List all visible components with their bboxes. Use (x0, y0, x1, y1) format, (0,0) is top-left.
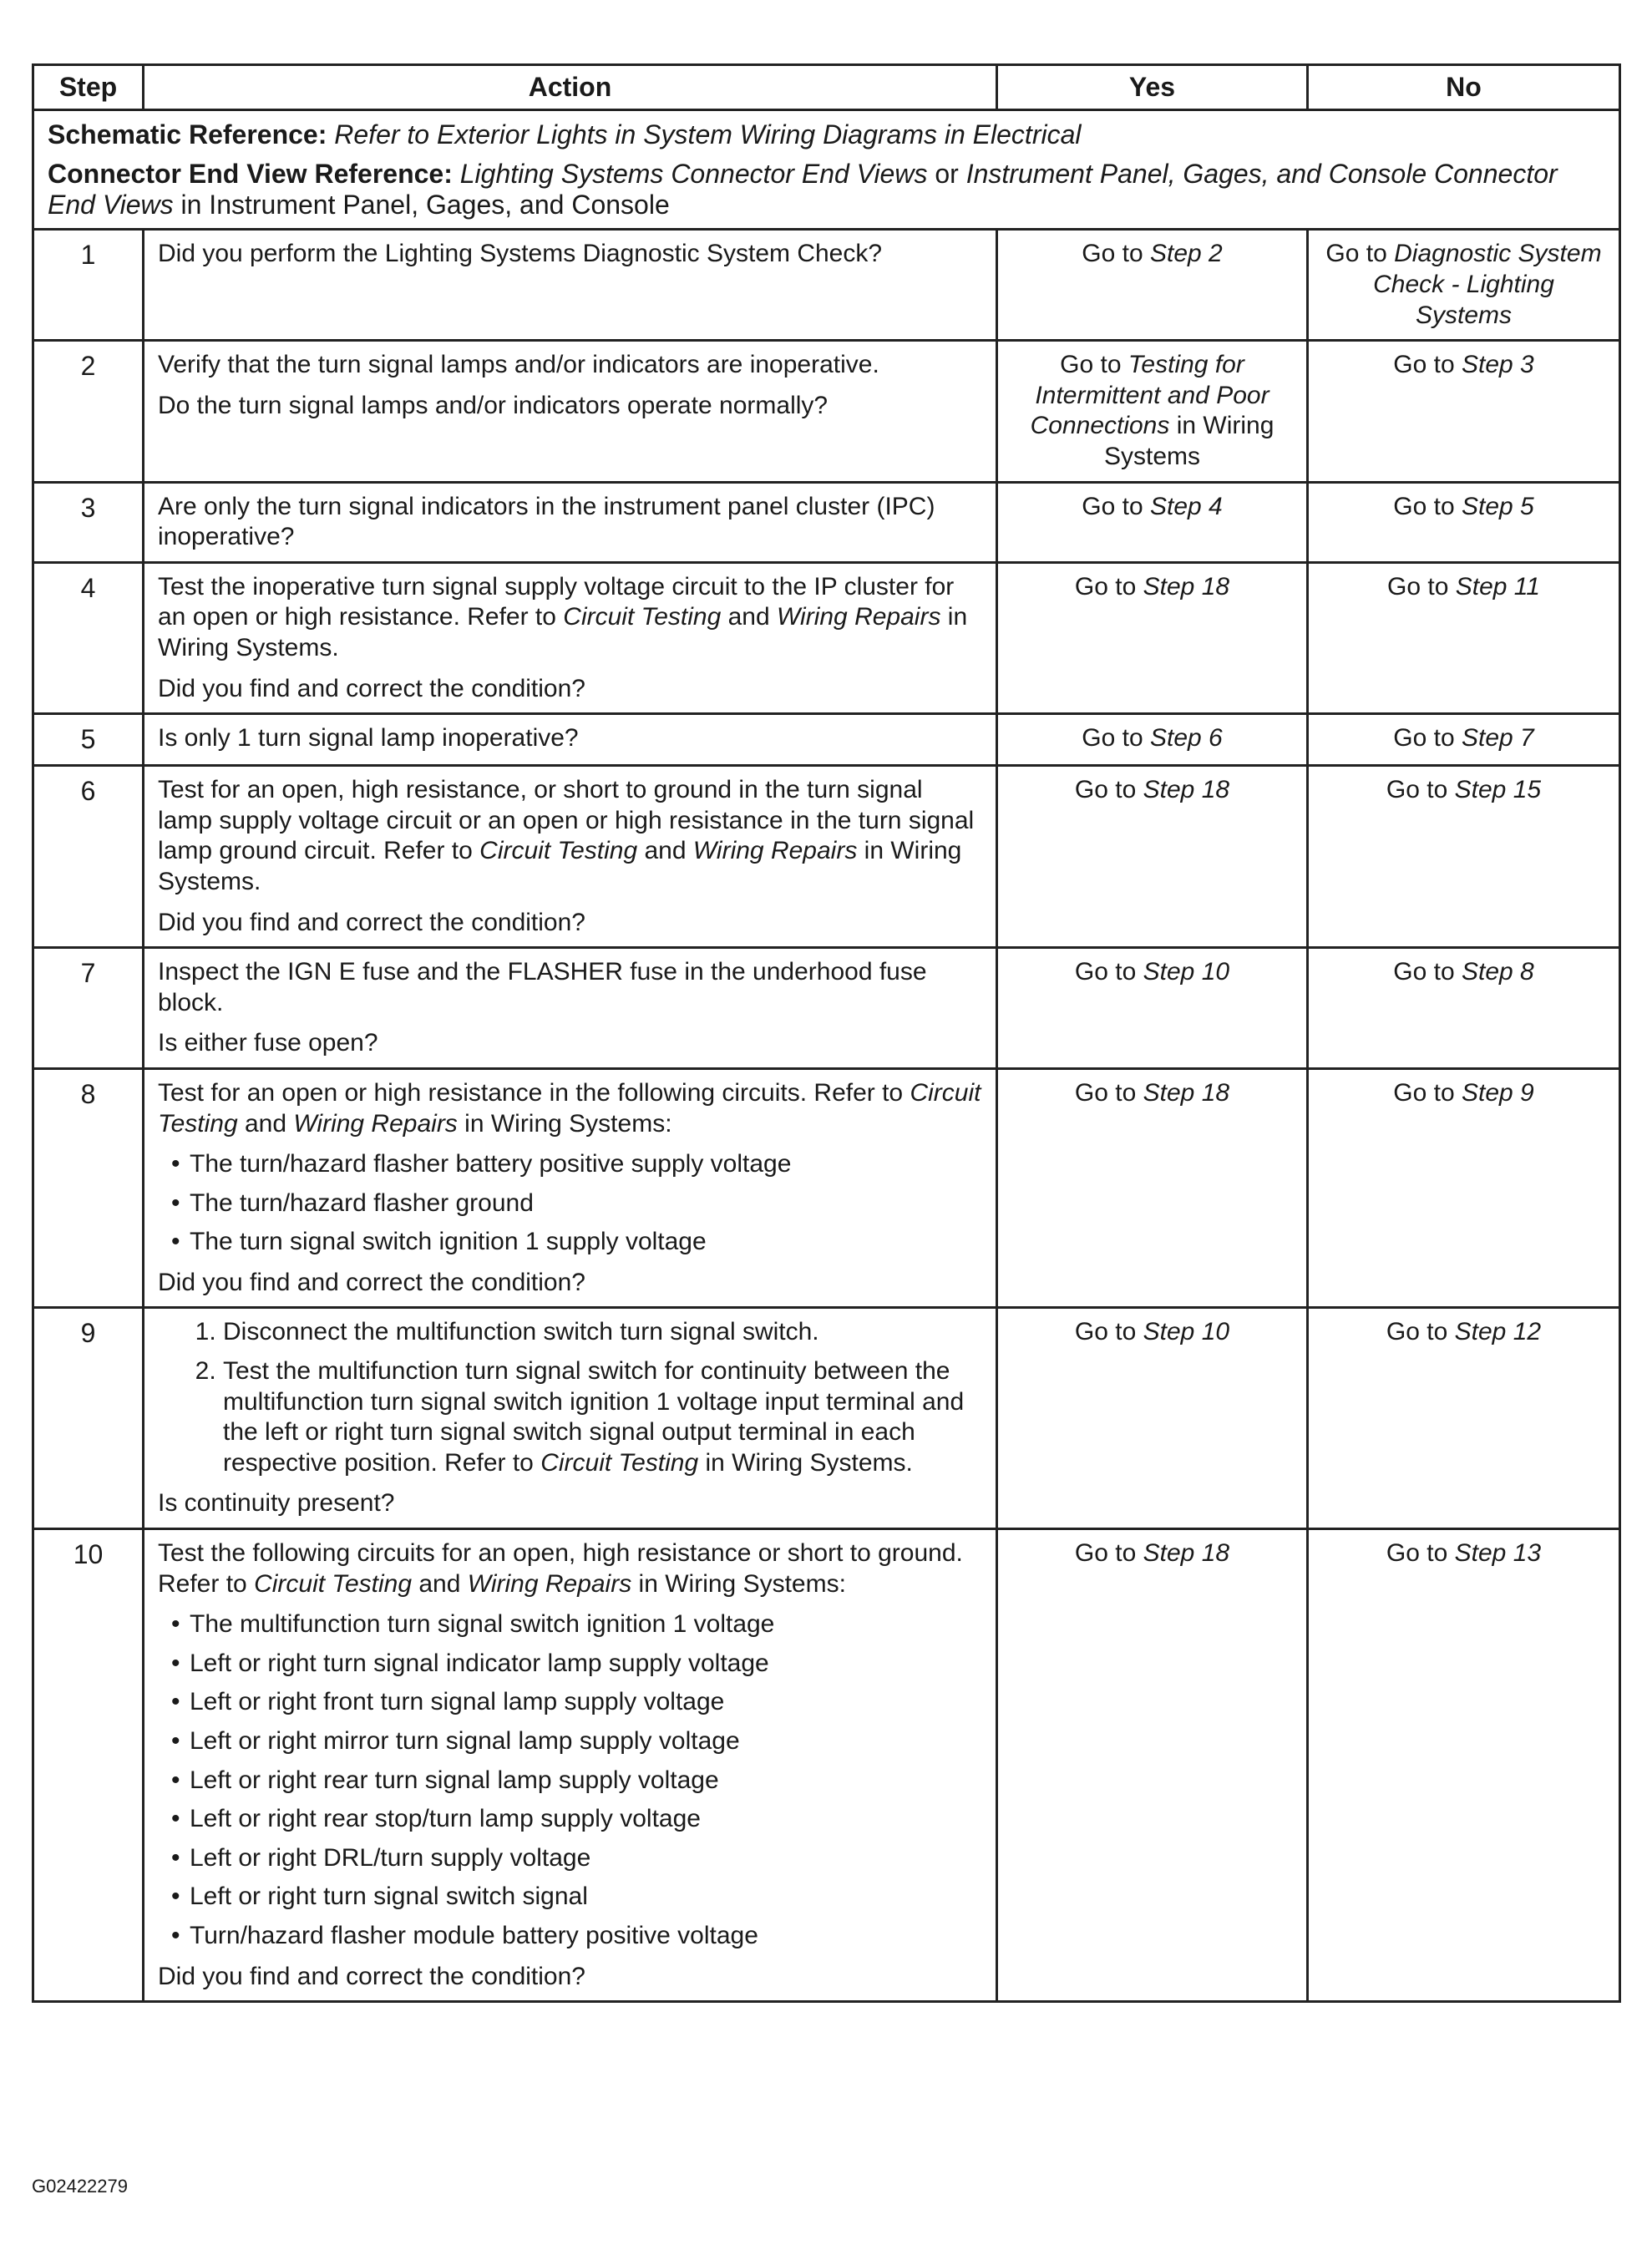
text-segment: and (412, 1569, 468, 1598)
italic-reference-text: Step 7 (1461, 724, 1534, 753)
bold-label: Schematic Reference: (48, 119, 335, 150)
diagnostic-table (32, 63, 1621, 2003)
italic-reference-text: Testing for Intermittent and Poor Connections (1030, 351, 1269, 440)
action-text (158, 1028, 982, 1059)
italic-reference-text: Wiring Repairs (777, 603, 941, 631)
numbered-list (158, 1317, 982, 1478)
bullet-list (158, 1149, 982, 1258)
text-segment: Go to (1386, 776, 1455, 804)
action-text (158, 1962, 982, 1993)
schematic-reference (48, 119, 1605, 150)
no-result (1308, 1529, 1620, 2002)
yes-result (997, 230, 1308, 341)
text-segment: in Wiring Systems. (158, 837, 962, 895)
action-cell (144, 1068, 997, 1308)
text-segment: Did you perform the Lighting Systems Diagnostic System Check? (158, 240, 883, 268)
yes-result (997, 482, 1308, 562)
action-text (158, 723, 982, 754)
text-segment: Go to (1393, 958, 1462, 986)
italic-reference-text: Circuit Testing (254, 1569, 413, 1598)
list-item: • Left or right turn signal indicator lamp supply voltage (190, 1649, 982, 1680)
italic-reference-text: Circuit Testing (158, 1078, 981, 1138)
action-text (158, 350, 982, 381)
list-item: • Left or right turn signal switch signal (190, 1882, 982, 1913)
italic-reference-text: Diagnostic System Check - Lighting Systems (1373, 240, 1602, 329)
no-result (1308, 1068, 1620, 1308)
action-text (158, 908, 982, 939)
text-segment: Go to (1074, 1318, 1143, 1346)
action-text (158, 674, 982, 705)
italic-reference-text: Refer to Exterior Lights in System Wiring Diagrams in Electrical (334, 119, 1082, 150)
figure-code: G02422279 (32, 2176, 128, 2197)
list-item: • The turn/hazard flasher ground (190, 1188, 982, 1219)
text-segment: Test the inoperative turn signal supply voltage circuit to the IP cluster for an open or high resistance. Refer to (158, 572, 955, 631)
italic-reference-text: Circuit Testing (563, 603, 722, 631)
no-result (1308, 948, 1620, 1069)
text-segment: in Instrument Panel, Gages, and Console (173, 189, 670, 220)
action-cell (144, 714, 997, 766)
italic-reference-text: Wiring Repairs (293, 1109, 458, 1138)
text-segment: Go to (1393, 351, 1462, 379)
italic-reference-text: Step 6 (1149, 724, 1223, 753)
reference-cell (33, 110, 1620, 230)
yes-result (997, 1068, 1308, 1308)
text-segment: Do the turn signal lamps and/or indicators operate normally? (158, 391, 829, 419)
text-segment: Test for an open or high resistance in the following circuits. Refer to (158, 1078, 910, 1107)
text-segment: in Wiring Systems: (457, 1109, 672, 1138)
action-cell (144, 482, 997, 562)
table-row (33, 1308, 1620, 1529)
table-row (33, 766, 1620, 948)
text-segment: Go to (1082, 240, 1150, 268)
italic-reference-text: Step 8 (1461, 958, 1534, 986)
text-segment: Go to (1082, 724, 1150, 753)
table-row (33, 714, 1620, 766)
list-item: • The turn/hazard flasher battery positive supply voltage (190, 1149, 982, 1180)
text-segment: in Wiring Systems. (698, 1448, 913, 1477)
step-number: 6 (33, 766, 144, 948)
action-text (158, 1538, 982, 1599)
table-row (33, 482, 1620, 562)
text-segment: in Wiring Systems. (158, 603, 968, 661)
step-number: 5 (33, 714, 144, 766)
no-result (1308, 562, 1620, 713)
list-item (223, 1356, 982, 1478)
text-segment: Go to (1074, 1539, 1143, 1568)
text-segment: Go to (1386, 1539, 1455, 1568)
text-segment: Test for an open, high resistance, or short to ground in the turn signal lamp supply voltage circuit or an open or high resistance in the turn signal lamp ground circuit. Refer to (158, 776, 975, 865)
list-item: • Left or right DRL/turn supply voltage (190, 1843, 982, 1874)
header-step: Step (33, 65, 144, 110)
italic-reference-text: Step 9 (1461, 1078, 1534, 1107)
yes-result (997, 766, 1308, 948)
italic-reference-text: Step 11 (1455, 572, 1540, 601)
yes-result (997, 341, 1308, 482)
italic-reference-text: Circuit Testing (540, 1448, 699, 1477)
yes-result (997, 1529, 1308, 2002)
action-cell (144, 562, 997, 713)
yes-result (997, 948, 1308, 1069)
text-segment: Go to (1082, 492, 1150, 520)
list-item: • Left or right rear turn signal lamp supply voltage (190, 1766, 982, 1796)
text-segment: Go to (1393, 724, 1462, 753)
action-cell (144, 230, 997, 341)
text-segment: Go to (1325, 240, 1395, 268)
italic-reference-text: Step 18 (1143, 1539, 1230, 1568)
table-row (33, 562, 1620, 713)
step-number: 3 (33, 482, 144, 562)
text-segment: or (927, 158, 966, 189)
text-segment: Go to (1074, 572, 1143, 601)
text-segment: in Wiring Systems: (631, 1569, 846, 1598)
yes-result (997, 1308, 1308, 1529)
table-row (33, 1068, 1620, 1308)
step-number: 1 (33, 230, 144, 341)
action-text (158, 775, 982, 897)
action-text (158, 1268, 982, 1299)
text-segment: Is either fuse open? (158, 1029, 378, 1057)
action-cell (144, 1308, 997, 1529)
italic-reference-text: Instrument Panel, Gages, and Console Connector End Views (48, 158, 1558, 220)
text-segment: Are only the turn signal indicators in the instrument panel cluster (IPC) inoperative? (158, 492, 935, 551)
step-number: 2 (33, 341, 144, 482)
text-segment: and (637, 837, 693, 865)
table-row (33, 948, 1620, 1069)
italic-reference-text: Circuit Testing (479, 837, 638, 865)
header-action: Action (144, 65, 997, 110)
action-cell (144, 1529, 997, 2002)
table-row (33, 341, 1620, 482)
yes-result (997, 714, 1308, 766)
italic-reference-text: Step 18 (1143, 1078, 1230, 1107)
italic-reference-text: Step 12 (1454, 1318, 1542, 1346)
action-text (158, 1488, 982, 1519)
text-segment: Is only 1 turn signal lamp inoperative? (158, 724, 579, 753)
list-item: • The turn signal switch ignition 1 supply voltage (190, 1227, 982, 1258)
action-text (158, 239, 982, 270)
step-number: 9 (33, 1308, 144, 1529)
italic-reference-text: Step 18 (1143, 776, 1230, 804)
text-segment: Go to (1060, 351, 1128, 379)
no-result (1308, 341, 1620, 482)
italic-reference-text: Step 15 (1454, 776, 1542, 804)
no-result (1308, 766, 1620, 948)
action-text (158, 492, 982, 553)
action-cell (144, 948, 997, 1069)
italic-reference-text: Step 3 (1461, 351, 1534, 379)
text-segment: Go to (1386, 1318, 1455, 1346)
header-no: No (1308, 65, 1620, 110)
text-segment: Go to (1074, 958, 1143, 986)
text-segment: Go to (1074, 776, 1143, 804)
header-yes: Yes (997, 65, 1308, 110)
list-item (223, 1317, 982, 1348)
text-segment: Test the following circuits for an open, high resistance or short to ground. Refer to (158, 1539, 963, 1598)
table-row (33, 230, 1620, 341)
action-text (158, 391, 982, 422)
header-row (33, 65, 1620, 110)
no-result (1308, 714, 1620, 766)
text-segment: Go to (1393, 1078, 1462, 1107)
italic-reference-text: Step 2 (1149, 240, 1223, 268)
list-item: • Left or right front turn signal lamp supply voltage (190, 1687, 982, 1718)
italic-reference-text: Step 4 (1149, 492, 1223, 520)
text-segment: Disconnect the multifunction switch turn signal switch. (223, 1318, 819, 1346)
action-text (158, 572, 982, 664)
italic-reference-text: Step 10 (1143, 1318, 1230, 1346)
action-cell (144, 341, 997, 482)
list-item: • Left or right rear stop/turn lamp supply voltage (190, 1804, 982, 1835)
italic-reference-text: Step 18 (1143, 572, 1230, 601)
bullet-list (158, 1609, 982, 1951)
connector-reference (48, 159, 1605, 220)
list-item: • Turn/hazard flasher module battery positive voltage (190, 1921, 982, 1952)
text-segment: Verify that the turn signal lamps and/or indicators are inoperative. (158, 351, 879, 379)
no-result (1308, 482, 1620, 562)
yes-result (997, 562, 1308, 713)
action-cell (144, 766, 997, 948)
italic-reference-text: Step 5 (1461, 492, 1534, 520)
italic-reference-text: Step 13 (1454, 1539, 1542, 1568)
list-item: • The multifunction turn signal switch ignition 1 voltage (190, 1609, 982, 1640)
italic-reference-text: Wiring Repairs (692, 837, 858, 865)
text-segment: Did you find and correct the condition? (158, 1962, 585, 1990)
step-number: 7 (33, 948, 144, 1069)
text-segment: Inspect the IGN E fuse and the FLASHER fuse in the underhood fuse block. (158, 958, 927, 1016)
text-segment: and (237, 1109, 294, 1138)
no-result (1308, 230, 1620, 341)
italic-reference-text: Wiring Repairs (467, 1569, 632, 1598)
step-number: 4 (33, 562, 144, 713)
italic-reference-text: Step 10 (1143, 958, 1230, 986)
text-segment: in Wiring Systems (1103, 412, 1274, 470)
step-number: 8 (33, 1068, 144, 1308)
text-segment: Go to (1074, 1078, 1143, 1107)
reference-row (33, 110, 1620, 230)
bold-label: Connector End View Reference: (48, 158, 460, 189)
text-segment: Did you find and correct the condition? (158, 674, 585, 702)
action-text (158, 1078, 982, 1139)
list-item: • Left or right mirror turn signal lamp supply voltage (190, 1726, 982, 1757)
text-segment: Is continuity present? (158, 1489, 395, 1518)
text-segment: Test the multifunction turn signal switch for continuity between the multifunction turn signal switch ignition 1 voltage input terminal and the left or right turn signal switch signal output terminal in each respective position. Refer to (223, 1357, 965, 1477)
text-segment: Go to (1393, 492, 1462, 520)
text-segment: and (721, 603, 777, 631)
italic-reference-text: Lighting Systems Connector End Views (459, 158, 928, 189)
text-segment: Did you find and correct the condition? (158, 908, 585, 936)
table-row (33, 1529, 1620, 2002)
no-result (1308, 1308, 1620, 1529)
action-text (158, 957, 982, 1018)
text-segment: Did you find and correct the condition? (158, 1268, 585, 1296)
step-number: 10 (33, 1529, 144, 2002)
text-segment: Go to (1387, 572, 1456, 601)
